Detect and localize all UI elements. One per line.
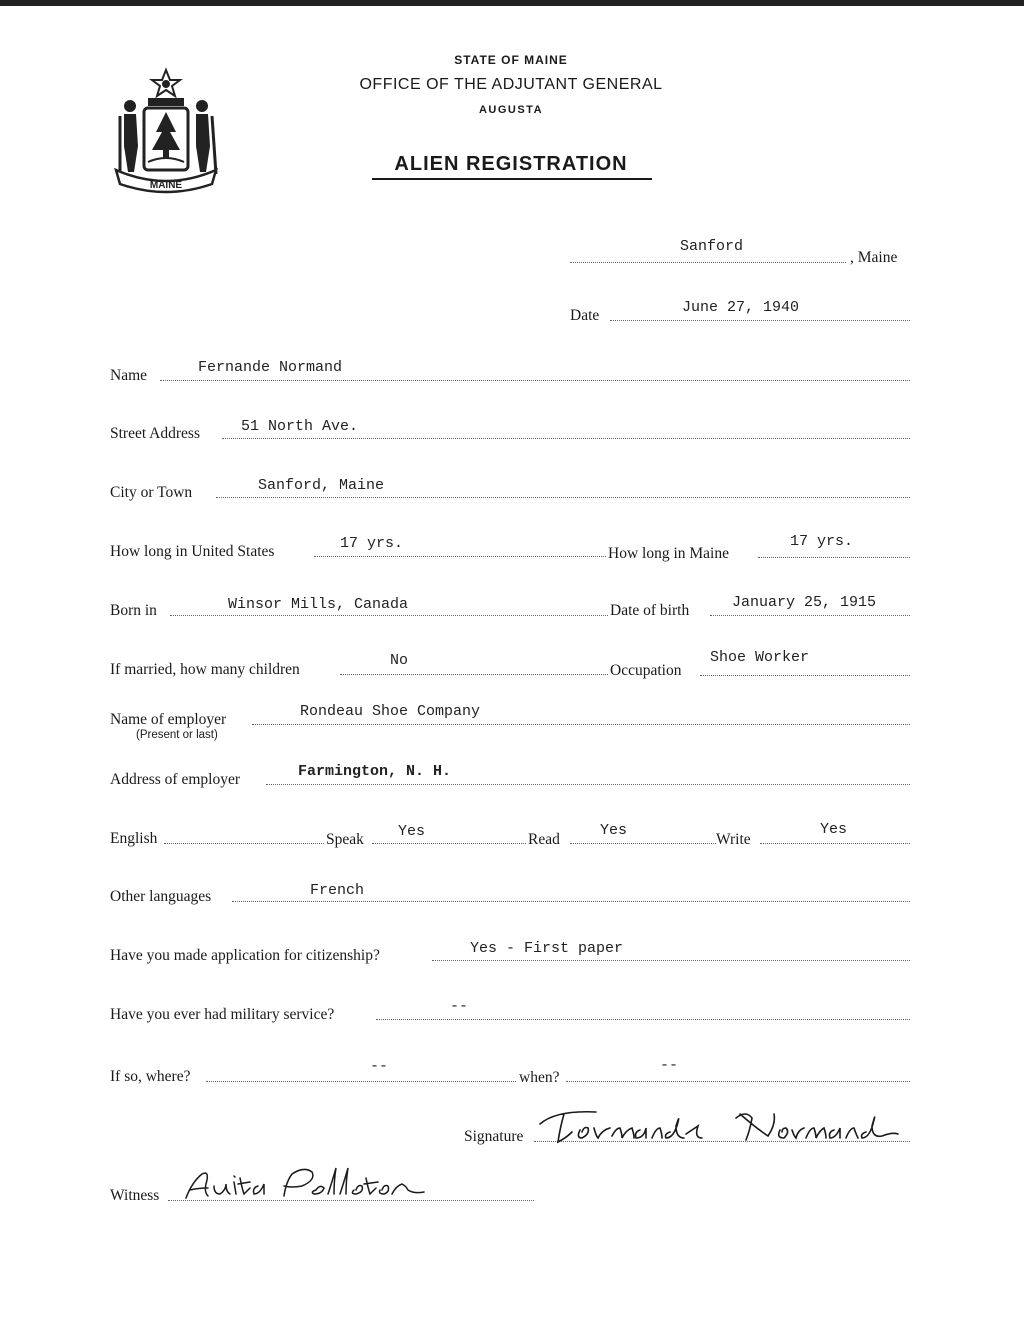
city-label: City or Town: [110, 484, 193, 501]
how-long-maine-line: [758, 557, 910, 558]
scan-top-edge: [0, 0, 1024, 6]
occupation-label: Occupation: [610, 662, 682, 679]
where-value: --: [370, 1058, 389, 1075]
town-value: Sanford: [680, 238, 744, 255]
born-in-line: [170, 615, 608, 616]
state-suffix: , Maine: [850, 249, 898, 266]
title-underline: [372, 178, 652, 180]
children-label: If married, how many children: [110, 661, 300, 678]
date-of-birth-label: Date of birth: [610, 602, 690, 619]
born-in-label: Born in: [110, 602, 157, 619]
other-languages-line: [232, 901, 910, 902]
speak-label: Speak: [326, 831, 364, 848]
english-line: [164, 843, 324, 844]
read-value: Yes: [600, 822, 628, 839]
write-value: Yes: [820, 821, 848, 838]
children-value: No: [390, 652, 409, 669]
where-line: [206, 1081, 516, 1082]
date-of-birth-value: January 25, 1915: [732, 594, 877, 611]
english-label: English: [110, 830, 158, 847]
form-title: ALIEN REGISTRATION: [394, 153, 628, 175]
how-long-us-value: 17 yrs.: [340, 535, 404, 552]
occupation-value: Shoe Worker: [710, 649, 810, 666]
children-line: [340, 674, 608, 675]
how-long-us-line: [314, 556, 606, 557]
city-heading: AUGUSTA: [478, 104, 544, 116]
seal-banner-text: MAINE: [149, 180, 183, 191]
street-line: [222, 438, 910, 439]
military-value: --: [450, 998, 469, 1015]
street-value: 51 North Ave.: [241, 418, 359, 435]
employer-address-line: [266, 784, 910, 785]
military-label: Have you ever had military service?: [110, 1006, 335, 1023]
read-label: Read: [528, 831, 560, 848]
when-line: [566, 1081, 910, 1082]
date-of-birth-line: [710, 615, 910, 616]
city-value: Sanford, Maine: [258, 477, 385, 494]
born-in-value: Winsor Mills, Canada: [228, 596, 409, 613]
employer-address-label: Address of employer: [110, 771, 240, 788]
citizenship-label: Have you made application for citizenship?: [110, 947, 380, 964]
military-line: [376, 1019, 910, 1020]
how-long-maine-label: How long in Maine: [608, 545, 729, 562]
citizenship-line: [432, 960, 910, 961]
when-label: when?: [519, 1069, 560, 1086]
state-heading: STATE OF MAINE: [454, 53, 568, 67]
how-long-maine-value: 17 yrs.: [790, 533, 854, 550]
witness-signature: [180, 1160, 450, 1208]
town-line: [570, 262, 846, 263]
city-line: [216, 497, 910, 498]
employer-label: Name of employer: [110, 711, 227, 728]
occupation-line: [700, 675, 910, 676]
office-heading: OFFICE OF THE ADJUTANT GENERAL: [359, 76, 663, 93]
applicant-signature: [536, 1104, 906, 1152]
other-languages-label: Other languages: [110, 888, 212, 905]
speak-value: Yes: [398, 823, 426, 840]
where-label: If so, where?: [110, 1068, 191, 1085]
date-value: June 27, 1940: [682, 299, 800, 316]
write-line: [760, 843, 910, 844]
how-long-us-label: How long in United States: [110, 543, 275, 560]
name-value: Fernande Normand: [198, 359, 343, 376]
employer-address-value: Farmington, N. H.: [298, 763, 452, 780]
other-languages-value: French: [310, 882, 365, 899]
witness-label: Witness: [110, 1187, 160, 1204]
signature-label: Signature: [464, 1128, 524, 1145]
witness-signature-text: Anita Pelletier: [180, 1160, 186, 1161]
name-line: [160, 380, 910, 381]
employer-note: (Present or last): [136, 729, 218, 741]
read-line: [570, 843, 716, 844]
employer-line: [252, 724, 910, 725]
name-label: Name: [110, 367, 148, 384]
date-label: Date: [570, 307, 600, 324]
when-value: --: [660, 1057, 679, 1074]
employer-value: Rondeau Shoe Company: [300, 703, 481, 720]
speak-line: [372, 843, 526, 844]
maine-state-seal: [112, 66, 220, 196]
write-label: Write: [716, 831, 751, 848]
date-line: [610, 320, 910, 321]
street-label: Street Address: [110, 425, 200, 442]
citizenship-value: Yes - First paper: [470, 940, 624, 957]
